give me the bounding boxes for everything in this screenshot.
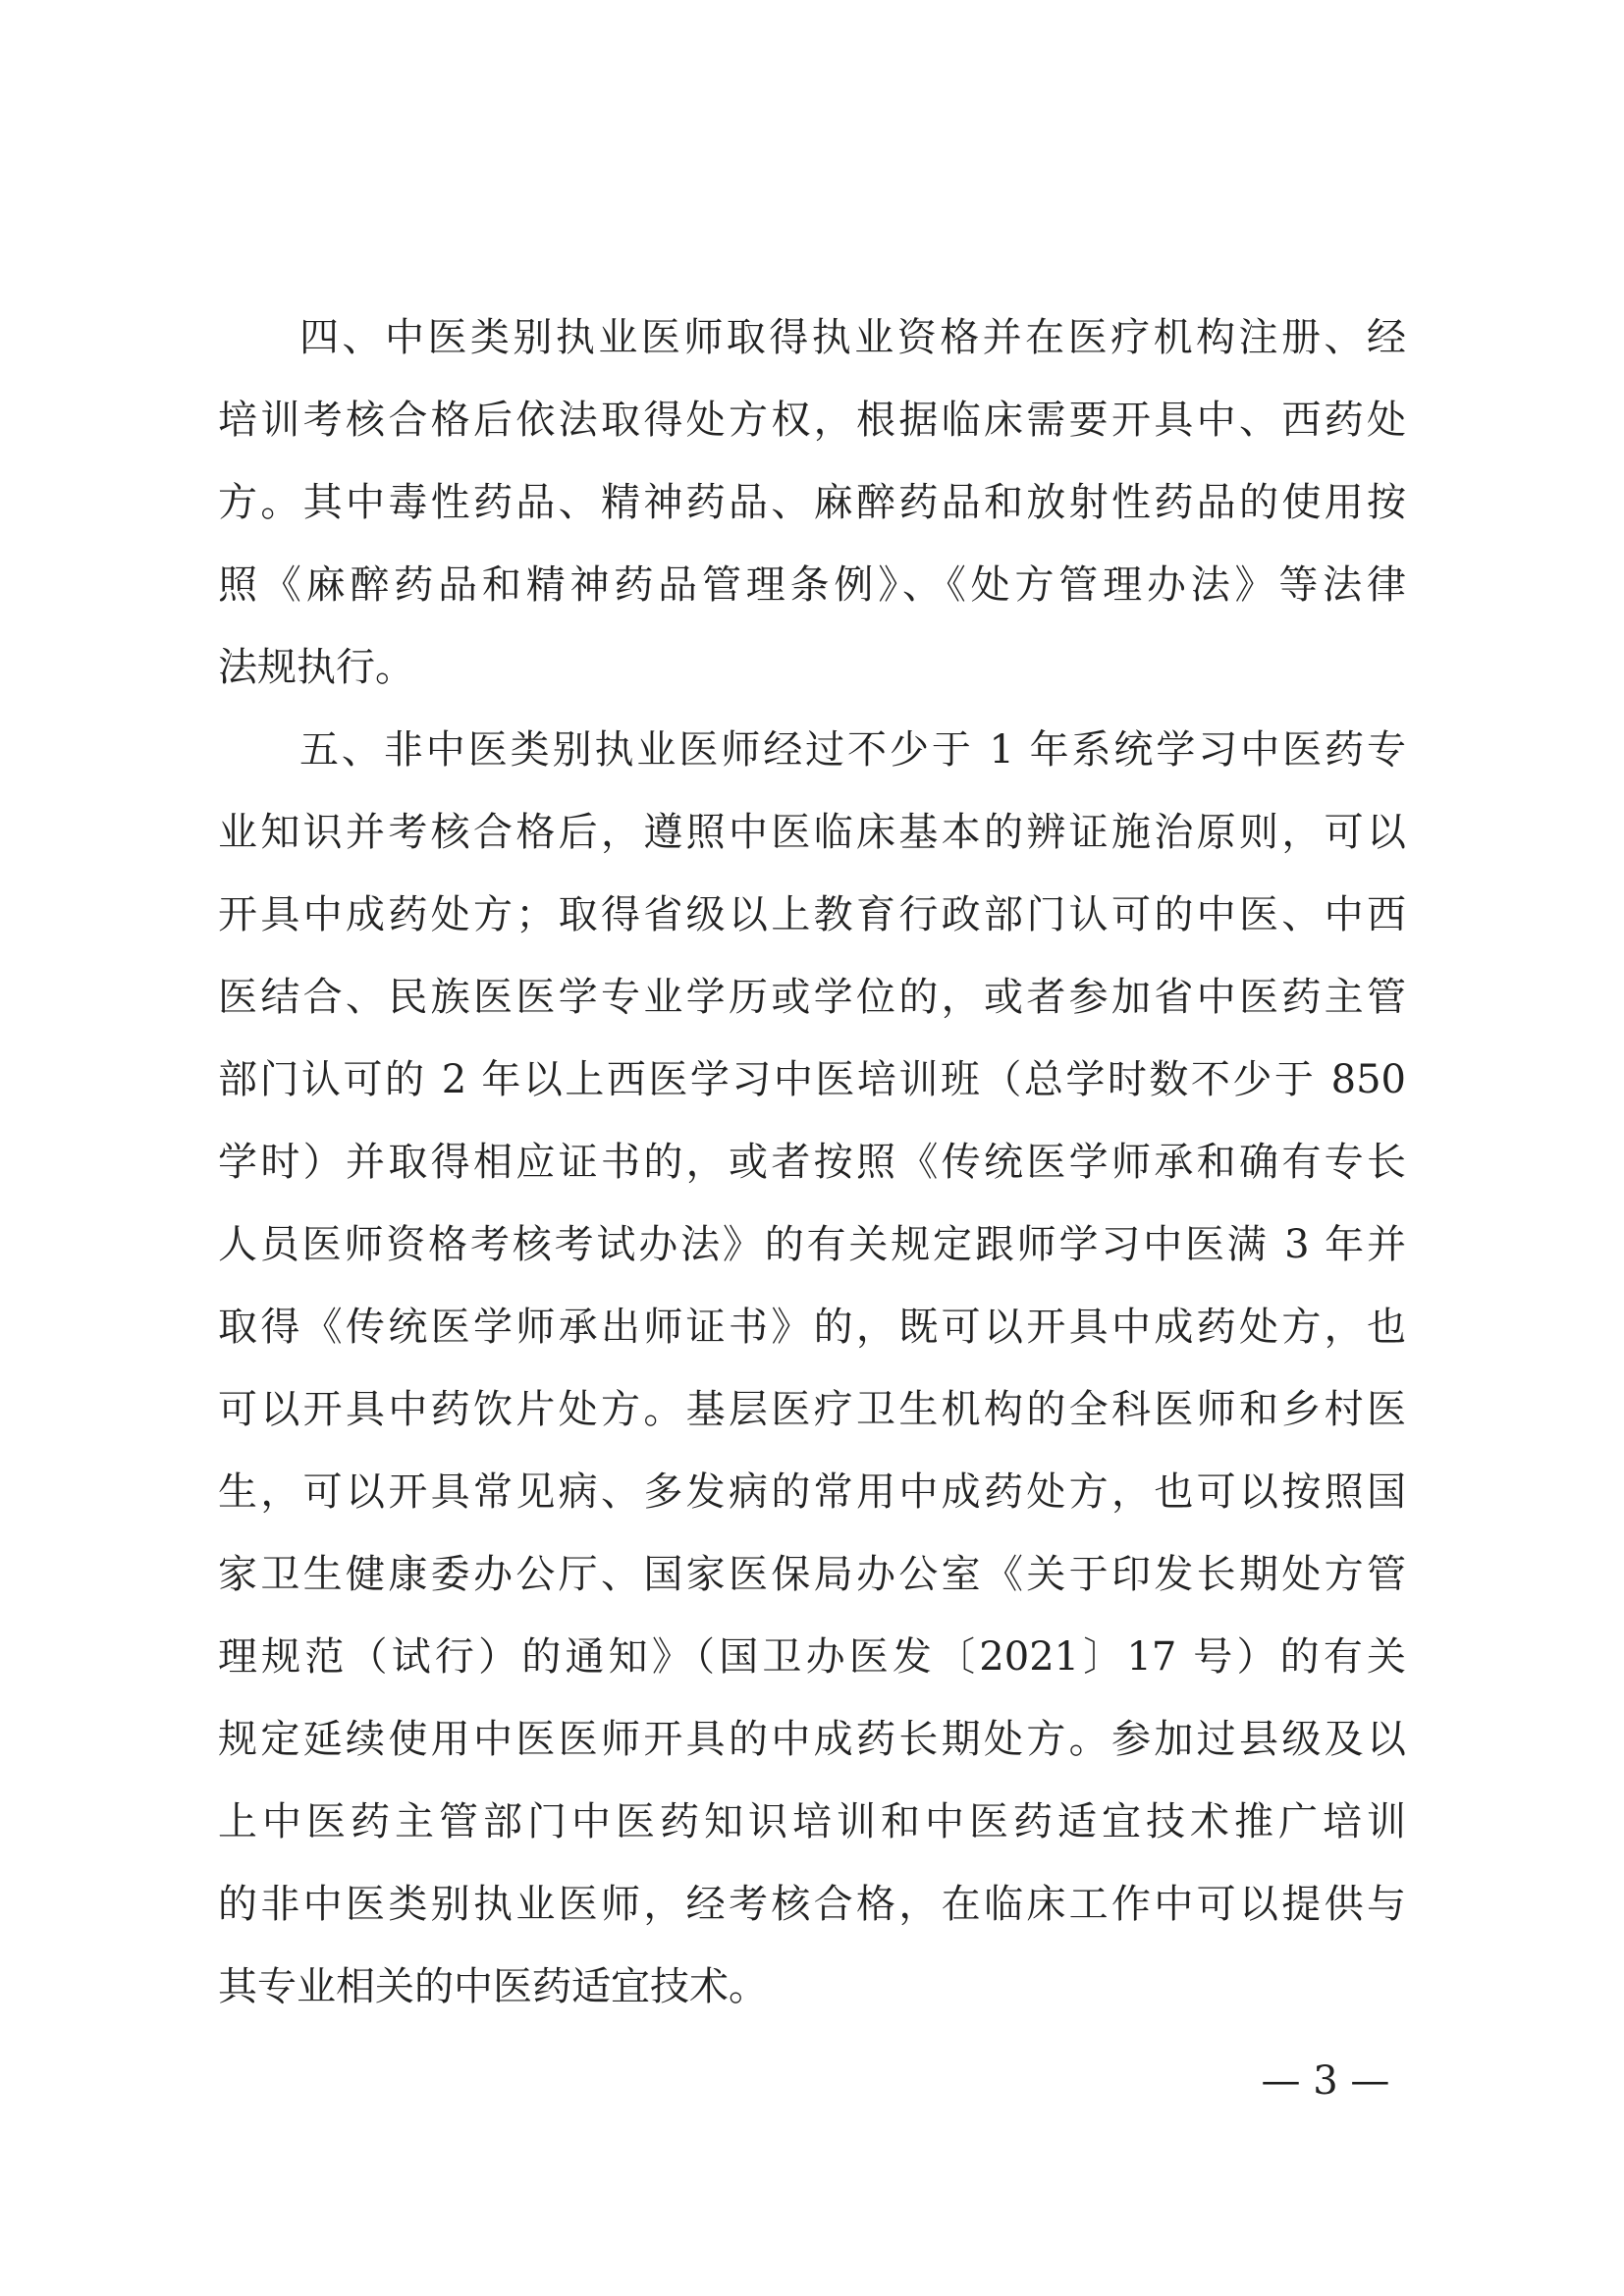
page-number: — 3 — <box>1261 2058 1390 2104</box>
text-line: 其专业相关的中医药适宜技术。 <box>218 1964 768 2009</box>
text-line: 培训考核合格后依法取得处方权，根据临床需要开具中、西药处 <box>218 398 1406 443</box>
text-line: 规定延续使用中医医师开具的中成药长期处方。参加过县级及以 <box>218 1717 1406 1762</box>
text-line: 家卫生健康委办公厅、国家医保局办公室《关于印发长期处方管 <box>218 1552 1406 1597</box>
text-line: 业知识并考核合格后，遵照中医临床基本的辨证施治原则，可以 <box>218 810 1406 855</box>
text-line: 理规范（试行）的通知》（国卫办医发〔2021〕17 号）的有关 <box>218 1634 1406 1680</box>
text-line: 四、中医类别执业医师取得执业资格并在医疗机构注册、经 <box>299 315 1406 360</box>
text-line: 人员医师资格考核考试办法》的有关规定跟师学习中医满 3 年并 <box>218 1222 1406 1267</box>
text-line: 医结合、民族医医学专业学历或学位的，或者参加省中医药主管 <box>218 975 1406 1020</box>
text-line: 学时）并取得相应证书的，或者按照《传统医学师承和确有专长 <box>218 1140 1406 1185</box>
text-line: 生，可以开具常见病、多发病的常用中成药处方，也可以按照国 <box>218 1469 1406 1515</box>
text-line: 可以开具中药饮片处方。基层医疗卫生机构的全科医师和乡村医 <box>218 1387 1406 1432</box>
text-line: 方。其中毒性药品、精神药品、麻醉药品和放射性药品的使用按 <box>218 480 1406 525</box>
text-line: 的非中医类别执业医师，经考核合格，在临床工作中可以提供与 <box>218 1882 1406 1927</box>
text-line: 开具中成药处方；取得省级以上教育行政部门认可的中医、中西 <box>218 892 1406 937</box>
text-line: 上中医药主管部门中医药知识培训和中医药适宜技术推广培训 <box>218 1799 1406 1844</box>
text-line: 照《麻醉药品和精神药品管理条例》、《处方管理办法》等法律 <box>218 562 1406 608</box>
text-line: 取得《传统医学师承出师证书》的，既可以开具中成药处方，也 <box>218 1305 1406 1350</box>
text-line: 部门认可的 2 年以上西医学习中医培训班（总学时数不少于 850 <box>218 1057 1406 1102</box>
text-line: 法规执行。 <box>218 645 414 690</box>
text-line: 五、非中医类别执业医师经过不少于 1 年系统学习中医药专 <box>299 727 1406 773</box>
